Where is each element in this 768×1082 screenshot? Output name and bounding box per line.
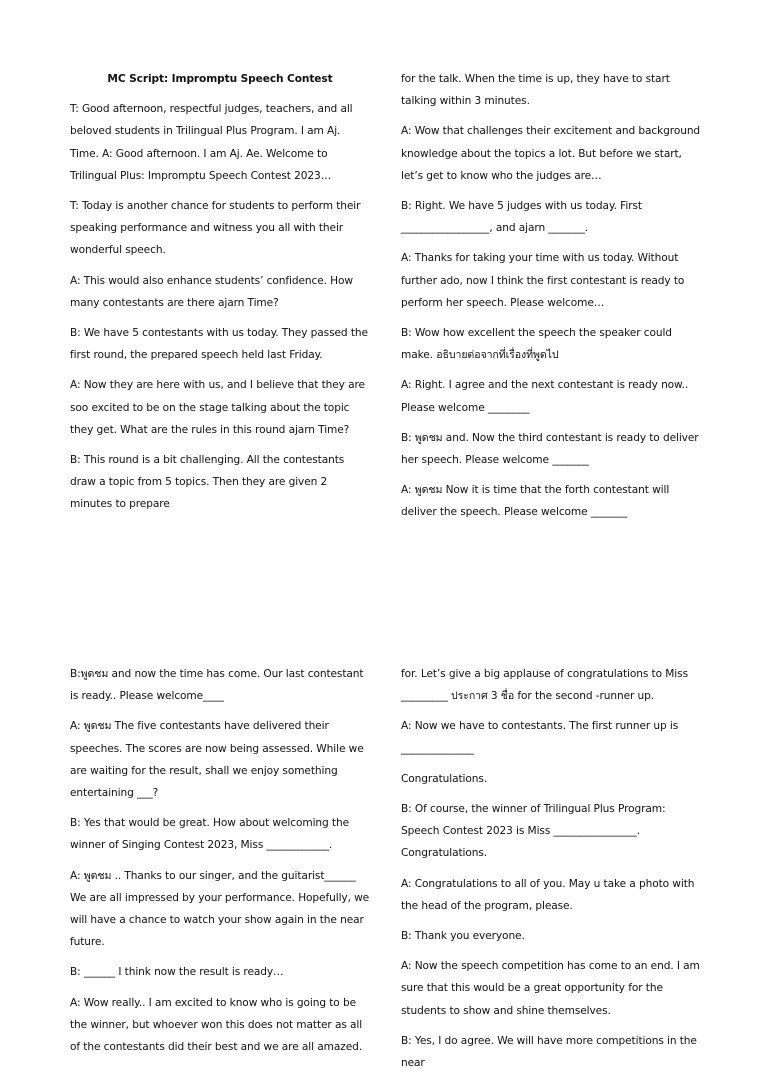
paragraph: A: Thanks for taking your time with us today. Without further ado, now I think the first contestant is ready to perform her speech. Please welcome… <box>401 252 685 309</box>
paragraph: Congratulations. <box>401 772 488 785</box>
paragraph: for. Let’s give a big applause of congratulations to Miss _________ ประกาศ 3 ชื่อ for the second -runner up. <box>401 668 688 703</box>
paragraph: B: พูดชม and. Now the third contestant is ready to deliver her speech. Please welcome _______ <box>401 431 699 467</box>
paragraph: A: Now they are here with us, and I believe that they are soo excited to be on the stage talking about the topic they get. What are the rules in this round ajarn Time? <box>70 379 365 436</box>
paragraph: A: Right. I agree and the next contestant is ready now.. Please welcome ________ <box>401 379 689 414</box>
paragraph: A: Wow that challenges their excitement and background knowledge about the topics a lot. But before we start, let’s get to know who the judges are… <box>401 125 701 182</box>
paragraph: A: พูดชม .. Thanks to our singer, and the guitarist______ We are all impressed by your performance. Hopefully, we will have a chance to watch your show again in the near future. <box>70 869 370 949</box>
paragraph: A: พูดชม The five contestants have delivered their speeches. The scores are now being assessed. While we are waiting for the result, shall we enjoy something entertaining ___? <box>70 720 364 800</box>
paragraph: T: Today is another chance for students to perform their speaking performance and witness you all with their wonderful speech. <box>70 200 361 257</box>
document-title: MC Script: Impromptu Speech Contest <box>107 73 333 85</box>
column-bottom-left <box>70 663 370 1066</box>
paragraph: A: Wow really.. I am excited to know who is going to be the winner, but whoever won this does not matter as all of the contestants did their best and we are all amazed. <box>70 996 363 1054</box>
column-bottom-right <box>401 663 701 1082</box>
paragraph: T: Good afternoon, respectful judges, teachers, and all beloved students in Trilingual Plus Program. I am Aj. Time. A: Good afternoon. I am Aj. Ae. Welcome to Trilingual Plus: Impromptu Speech Contest 2023… <box>70 103 353 182</box>
paragraph: A: Now we have to contestants. The first runner up is ______________ <box>401 720 679 755</box>
paragraph: B: This round is a bit challenging. All the contestants draw a topic from 5 topics. Then they are given 2 minutes to prepare <box>70 454 345 511</box>
paragraph: B: Thank you everyone. <box>401 930 525 943</box>
paragraph: B: Yes that would be great. How about welcoming the winner of Singing Contest 2023, Miss ____________. <box>70 817 350 852</box>
paragraph: A: พูดชม Now it is time that the forth contestant will deliver the speech. Please welcome _______ <box>401 484 670 519</box>
paragraph: A: Now the speech competition has come to an end. I am sure that this would be a great opportunity for the students to show and shine themselves. <box>401 960 700 1017</box>
paragraph: B: Of course, the winner of Trilingual Plus Program: Speech Contest 2023 is Miss ________________. Congratulations. <box>401 803 666 860</box>
paragraph: B: ______ I think now the result is ready… <box>70 966 284 979</box>
paragraph: A: Congratulations to all of you. May u take a photo with the head of the program, please. <box>401 877 695 912</box>
paragraph: A: This would also enhance students’ confidence. How many contestants are there ajarn Time? <box>70 274 353 309</box>
paragraph: for the talk. When the time is up, they have to start talking within 3 minutes. <box>401 73 670 108</box>
column-top-left <box>70 68 370 524</box>
paragraph: B: Wow how excellent the speech the speaker could make. อธิบายต่อจากที่เรื่องที่พูดไป <box>401 327 672 362</box>
column-top-right <box>401 68 701 532</box>
paragraph: B: Right. We have 5 judges with us today. First _________________, and ajarn _______. <box>401 200 642 235</box>
paragraph: B:พูดชม and now the time has come. Our last contestant is ready.. Please welcome____ <box>70 668 364 703</box>
paragraph: B: Yes, I do agree. We will have more competitions in the near <box>401 1034 697 1070</box>
paragraph: B: We have 5 contestants with us today. They passed the first round, the prepared speech held last Friday. <box>70 327 368 362</box>
